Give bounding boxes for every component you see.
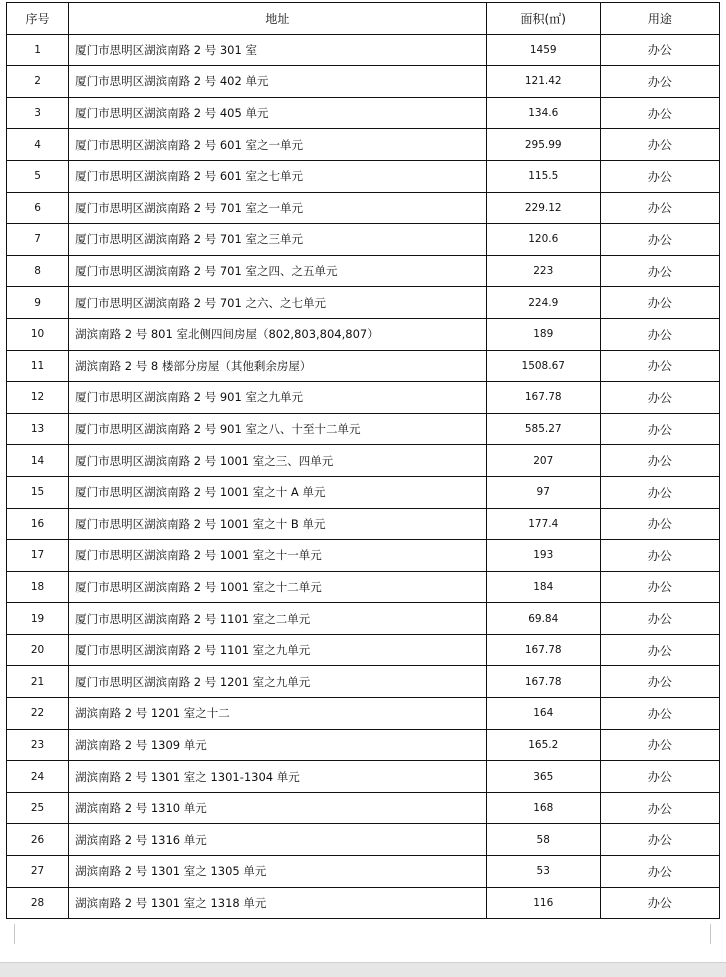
cell-usage: 办公: [600, 603, 719, 635]
cell-area: 1459: [486, 34, 600, 66]
cell-address: 厦门市思明区湖滨南路 2 号 1001 室之十 A 单元: [69, 476, 487, 508]
cell-area: 184: [486, 571, 600, 603]
cell-seq: 5: [7, 160, 69, 192]
cell-address: 厦门市思明区湖滨南路 2 号 402 单元: [69, 66, 487, 98]
table-row: [7, 129, 720, 161]
cell-address: 厦门市思明区湖滨南路 2 号 301 室: [69, 34, 487, 66]
cell-seq: 26: [7, 824, 69, 856]
cell-area: 229.12: [486, 192, 600, 224]
cell-seq: 16: [7, 508, 69, 540]
cell-address: 厦门市思明区湖滨南路 2 号 701 室之一单元: [69, 192, 487, 224]
cell-area: 585.27: [486, 413, 600, 445]
table-row: [7, 350, 720, 382]
cell-seq: 10: [7, 318, 69, 350]
table-row: [7, 729, 720, 761]
cell-seq: 12: [7, 382, 69, 414]
table-row: [7, 634, 720, 666]
cell-usage: 办公: [600, 382, 719, 414]
cell-usage: 办公: [600, 34, 719, 66]
cell-address: 厦门市思明区湖滨南路 2 号 901 室之九单元: [69, 382, 487, 414]
cell-seq: 18: [7, 571, 69, 603]
cell-usage: 办公: [600, 729, 719, 761]
cell-usage: 办公: [600, 318, 719, 350]
cell-area: 167.78: [486, 634, 600, 666]
cell-address: 厦门市思明区湖滨南路 2 号 601 室之一单元: [69, 129, 487, 161]
cell-usage: 办公: [600, 824, 719, 856]
cell-seq: 4: [7, 129, 69, 161]
cell-seq: 1: [7, 34, 69, 66]
cell-seq: 9: [7, 287, 69, 319]
cell-usage: 办公: [600, 476, 719, 508]
cell-address: 厦门市思明区湖滨南路 2 号 701 之六、之七单元: [69, 287, 487, 319]
table-row: [7, 792, 720, 824]
cell-usage: 办公: [600, 255, 719, 287]
cell-seq: 8: [7, 255, 69, 287]
cell-area: 115.5: [486, 160, 600, 192]
table-row: [7, 887, 720, 919]
cell-area: 177.4: [486, 508, 600, 540]
cell-seq: 19: [7, 603, 69, 635]
cell-area: 164: [486, 698, 600, 730]
cell-seq: 28: [7, 887, 69, 919]
cell-usage: 办公: [600, 66, 719, 98]
cell-area: 53: [486, 856, 600, 888]
cell-area: 295.99: [486, 129, 600, 161]
cell-seq: 3: [7, 97, 69, 129]
property-table: [6, 2, 720, 919]
cell-address: 湖滨南路 2 号 1301 室之 1301-1304 单元: [69, 761, 487, 793]
cell-seq: 24: [7, 761, 69, 793]
cell-area: 1508.67: [486, 350, 600, 382]
table-row: [7, 192, 720, 224]
table-row: [7, 508, 720, 540]
header-area: 面积(㎡): [486, 3, 600, 35]
cell-address: 厦门市思明区湖滨南路 2 号 405 单元: [69, 97, 487, 129]
table-row: [7, 824, 720, 856]
cell-usage: 办公: [600, 540, 719, 572]
table-row: [7, 97, 720, 129]
table-row: [7, 382, 720, 414]
cell-area: 167.78: [486, 382, 600, 414]
cell-usage: 办公: [600, 666, 719, 698]
cell-usage: 办公: [600, 792, 719, 824]
table-row: [7, 698, 720, 730]
cell-usage: 办公: [600, 508, 719, 540]
table-row: [7, 224, 720, 256]
cell-usage: 办公: [600, 224, 719, 256]
table-row: [7, 666, 720, 698]
cell-area: 121.42: [486, 66, 600, 98]
cell-area: 116: [486, 887, 600, 919]
cell-usage: 办公: [600, 698, 719, 730]
cell-seq: 15: [7, 476, 69, 508]
table-row: [7, 287, 720, 319]
table-header-row: [7, 3, 720, 35]
cell-usage: 办公: [600, 129, 719, 161]
cell-address: 湖滨南路 2 号 1201 室之十二: [69, 698, 487, 730]
table-row: [7, 318, 720, 350]
cell-address: 厦门市思明区湖滨南路 2 号 1101 室之二单元: [69, 603, 487, 635]
table-row: [7, 445, 720, 477]
cell-area: 58: [486, 824, 600, 856]
cell-usage: 办公: [600, 761, 719, 793]
cell-address: 湖滨南路 2 号 1301 室之 1318 单元: [69, 887, 487, 919]
cell-address: 厦门市思明区湖滨南路 2 号 1001 室之十二单元: [69, 571, 487, 603]
table-row: [7, 34, 720, 66]
cell-area: 365: [486, 761, 600, 793]
cell-usage: 办公: [600, 634, 719, 666]
cell-area: 134.6: [486, 97, 600, 129]
cell-usage: 办公: [600, 350, 719, 382]
cell-address: 湖滨南路 2 号 1309 单元: [69, 729, 487, 761]
cell-address: 湖滨南路 2 号 1316 单元: [69, 824, 487, 856]
cell-address: 湖滨南路 2 号 801 室北侧四间房屋（802,803,804,807）: [69, 318, 487, 350]
cell-address: 厦门市思明区湖滨南路 2 号 1201 室之九单元: [69, 666, 487, 698]
cell-seq: 7: [7, 224, 69, 256]
page-gap: [0, 962, 726, 977]
cell-area: 69.84: [486, 603, 600, 635]
table-row: [7, 66, 720, 98]
header-address: 地址: [69, 3, 487, 35]
cell-seq: 14: [7, 445, 69, 477]
cell-address: 厦门市思明区湖滨南路 2 号 701 室之三单元: [69, 224, 487, 256]
cell-usage: 办公: [600, 445, 719, 477]
cell-seq: 11: [7, 350, 69, 382]
cell-area: 189: [486, 318, 600, 350]
cell-address: 湖滨南路 2 号 1310 单元: [69, 792, 487, 824]
cell-address: 湖滨南路 2 号 8 楼部分房屋（其他剩余房屋）: [69, 350, 487, 382]
cell-area: 224.9: [486, 287, 600, 319]
cell-area: 165.2: [486, 729, 600, 761]
cell-seq: 20: [7, 634, 69, 666]
cell-seq: 21: [7, 666, 69, 698]
cell-usage: 办公: [600, 192, 719, 224]
cell-usage: 办公: [600, 571, 719, 603]
cell-address: 厦门市思明区湖滨南路 2 号 901 室之八、十至十二单元: [69, 413, 487, 445]
cell-usage: 办公: [600, 856, 719, 888]
header-usage: 用途: [600, 3, 719, 35]
table-row: [7, 476, 720, 508]
cell-area: 97: [486, 476, 600, 508]
cell-usage: 办公: [600, 887, 719, 919]
cell-seq: 2: [7, 66, 69, 98]
cell-seq: 6: [7, 192, 69, 224]
cell-address: 厦门市思明区湖滨南路 2 号 1001 室之十一单元: [69, 540, 487, 572]
cell-area: 167.78: [486, 666, 600, 698]
header-seq: 序号: [7, 3, 69, 35]
table-row: [7, 540, 720, 572]
cell-seq: 22: [7, 698, 69, 730]
table-row: [7, 761, 720, 793]
cell-area: 223: [486, 255, 600, 287]
cell-address: 厦门市思明区湖滨南路 2 号 601 室之七单元: [69, 160, 487, 192]
cell-usage: 办公: [600, 160, 719, 192]
page-corner-mark-right: [710, 924, 711, 944]
cell-area: 168: [486, 792, 600, 824]
cell-seq: 23: [7, 729, 69, 761]
cell-address: 厦门市思明区湖滨南路 2 号 1101 室之九单元: [69, 634, 487, 666]
cell-usage: 办公: [600, 413, 719, 445]
cell-area: 207: [486, 445, 600, 477]
table-body: [7, 34, 720, 919]
cell-address: 厦门市思明区湖滨南路 2 号 1001 室之十 B 单元: [69, 508, 487, 540]
cell-seq: 25: [7, 792, 69, 824]
table-row: [7, 160, 720, 192]
cell-seq: 27: [7, 856, 69, 888]
cell-seq: 13: [7, 413, 69, 445]
cell-area: 120.6: [486, 224, 600, 256]
cell-address: 厦门市思明区湖滨南路 2 号 701 室之四、之五单元: [69, 255, 487, 287]
table-row: [7, 413, 720, 445]
cell-address: 湖滨南路 2 号 1301 室之 1305 单元: [69, 856, 487, 888]
cell-area: 193: [486, 540, 600, 572]
cell-usage: 办公: [600, 287, 719, 319]
cell-address: 厦门市思明区湖滨南路 2 号 1001 室之三、四单元: [69, 445, 487, 477]
table-row: [7, 571, 720, 603]
cell-usage: 办公: [600, 97, 719, 129]
page-corner-mark-left: [14, 924, 15, 944]
table-row: [7, 856, 720, 888]
table-row: [7, 603, 720, 635]
cell-seq: 17: [7, 540, 69, 572]
table-row: [7, 255, 720, 287]
